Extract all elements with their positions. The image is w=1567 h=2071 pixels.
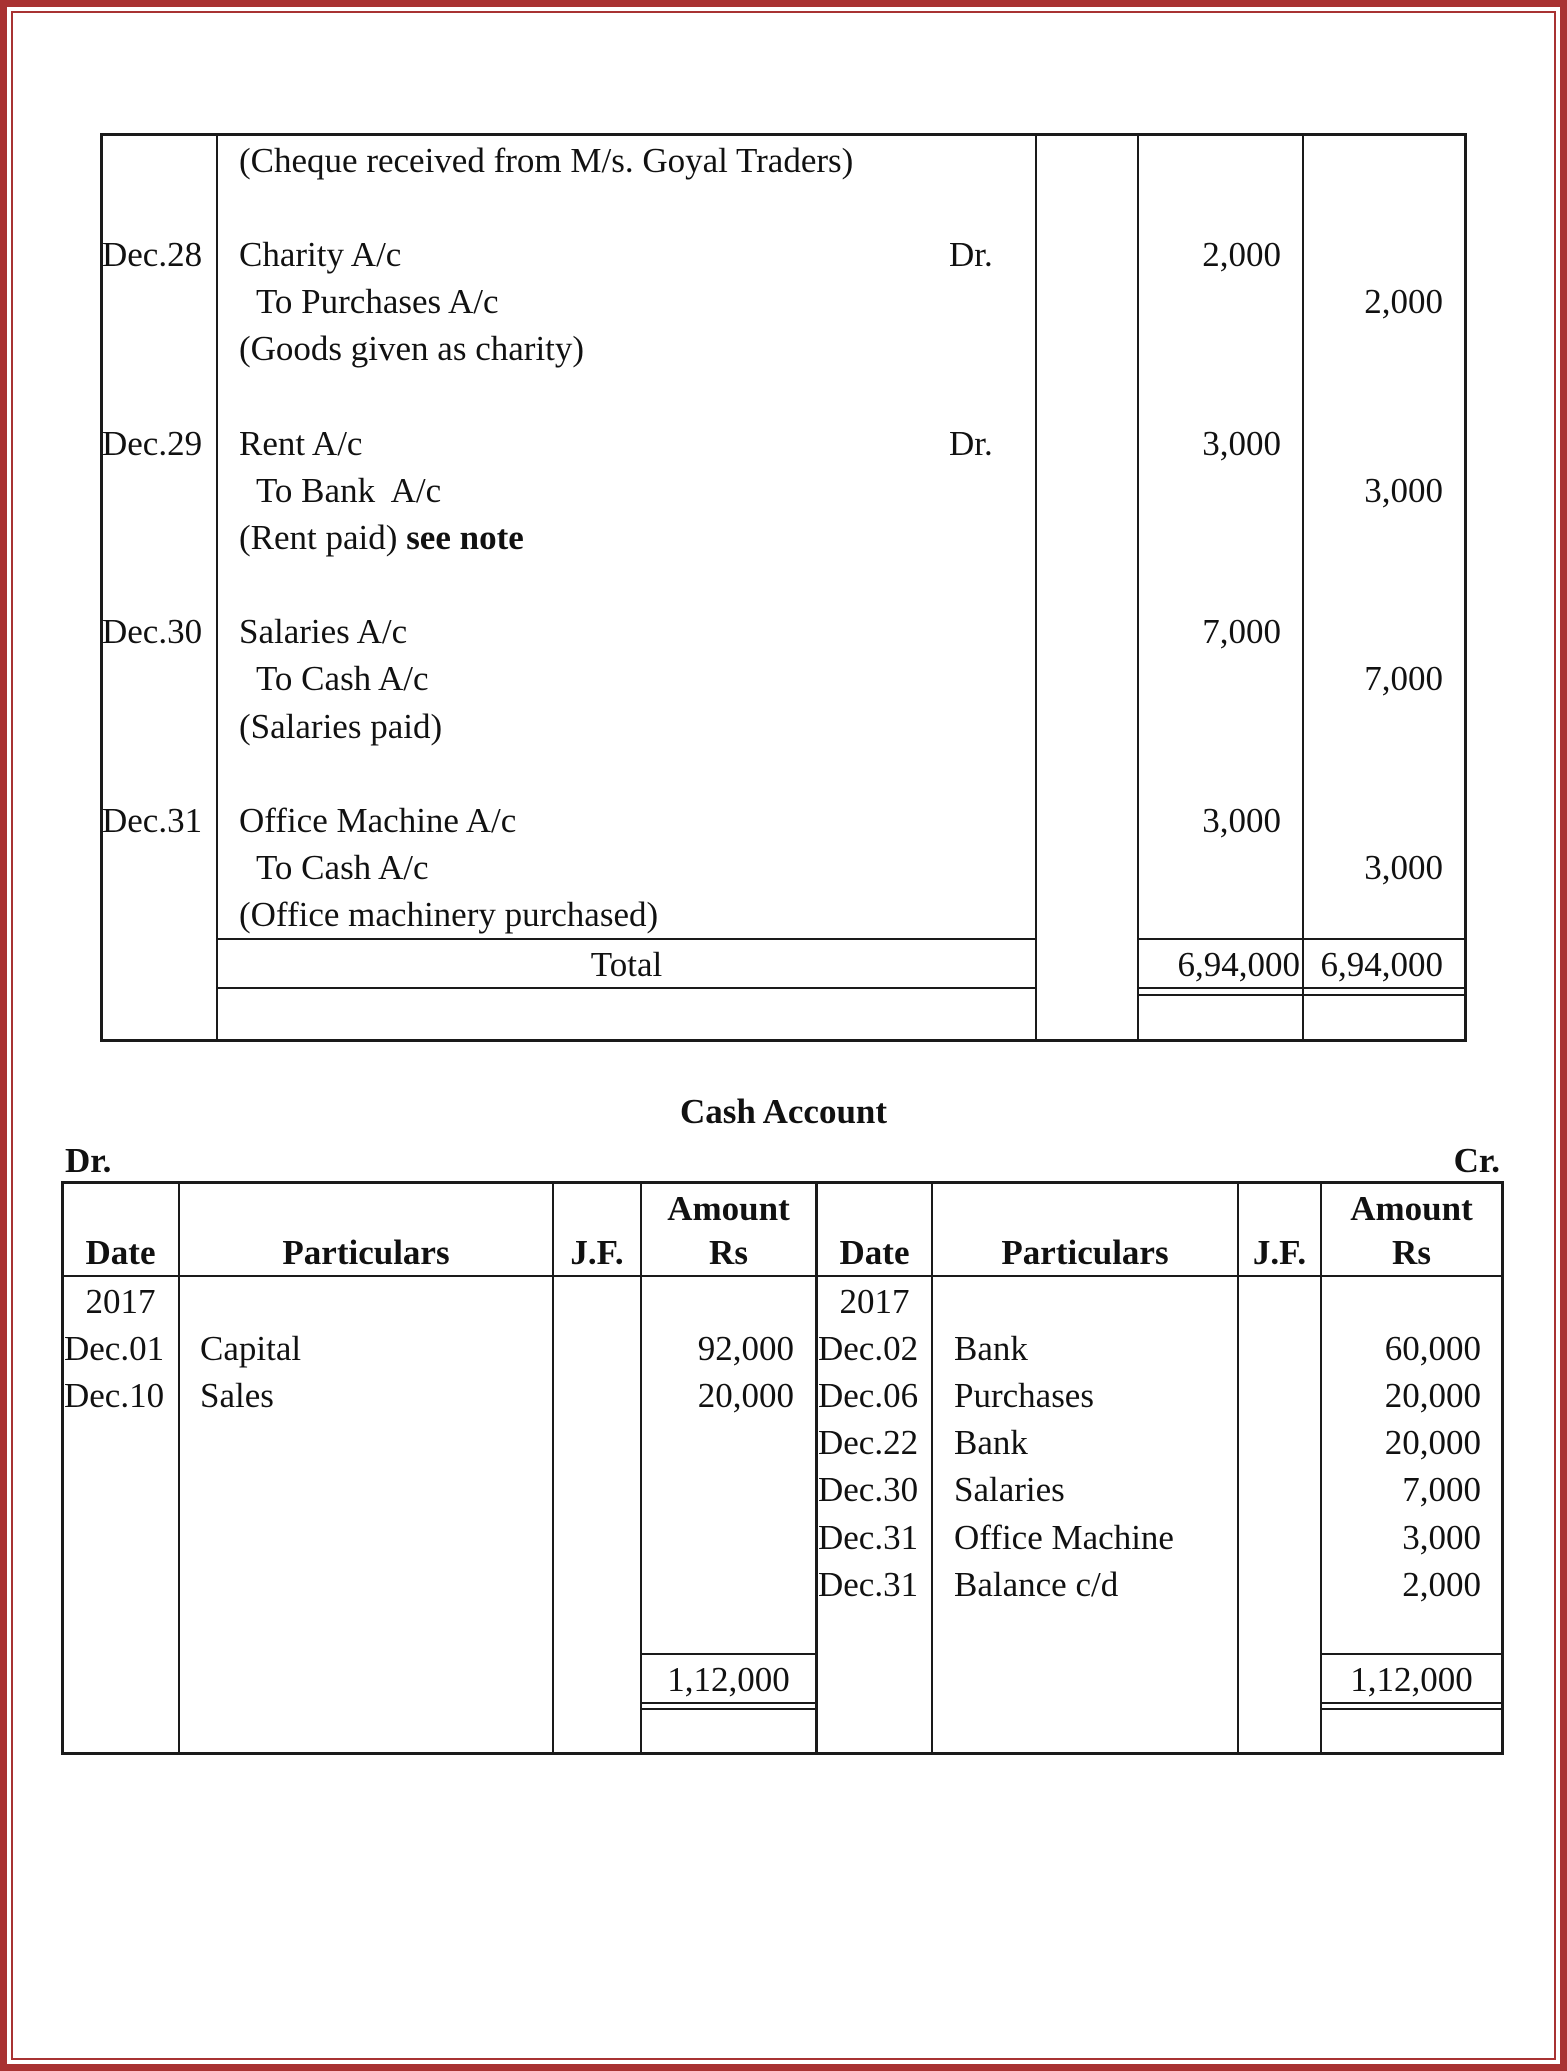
journal-debit-amount: 2,000 bbox=[1202, 235, 1281, 274]
ledger-particulars: Purchases bbox=[954, 1376, 1094, 1415]
ledger-header-rule bbox=[61, 1275, 1504, 1277]
ledger-header-rs: Rs bbox=[1392, 1233, 1431, 1272]
journal-credit-account: To Purchases A/c bbox=[256, 282, 499, 321]
journal-narration-text: (Rent paid) bbox=[239, 518, 398, 557]
ledger-total-double-rule bbox=[640, 1708, 817, 1710]
journal-credit-amount: 2,000 bbox=[1364, 282, 1443, 321]
ledger-year: 2017 bbox=[839, 1282, 910, 1321]
ledger-date: Dec.06 bbox=[818, 1376, 919, 1415]
journal-total-rule bbox=[1137, 987, 1467, 989]
journal-date: Dec.30 bbox=[102, 612, 203, 651]
journal-date: Dec.31 bbox=[102, 801, 203, 840]
ledger-amount: 2,000 bbox=[1402, 1565, 1481, 1604]
journal-col-divider bbox=[216, 133, 218, 1042]
ledger-particulars: Bank bbox=[954, 1329, 1028, 1368]
ledger-date: Dec.02 bbox=[818, 1329, 919, 1368]
ledger-border-top bbox=[61, 1181, 1504, 1184]
journal-credit-account: To Bank A/c bbox=[256, 471, 442, 510]
journal-debit-amount: 7,000 bbox=[1202, 612, 1281, 651]
ledger-particulars: Sales bbox=[200, 1376, 274, 1415]
journal-narration: (Salaries paid) bbox=[239, 707, 443, 746]
journal-col-divider bbox=[1137, 133, 1139, 1042]
journal-debit-amount: 3,000 bbox=[1202, 801, 1281, 840]
ledger-particulars: Salaries bbox=[954, 1470, 1065, 1509]
ledger-total-rule bbox=[1320, 1653, 1504, 1655]
journal-total-rule bbox=[216, 987, 1037, 989]
journal-debit-account: Charity A/c bbox=[239, 235, 402, 274]
journal-col-divider bbox=[1035, 133, 1037, 1042]
journal-credit-amount: 3,000 bbox=[1364, 471, 1443, 510]
journal-see-note: see note bbox=[406, 518, 524, 557]
journal-narration: (Office machinery purchased) bbox=[239, 895, 659, 934]
ledger-header-amount: Amount bbox=[1350, 1189, 1473, 1228]
ledger-title: Cash Account bbox=[679, 1092, 888, 1131]
journal-total-credit: 6,94,000 bbox=[1320, 945, 1443, 984]
journal-date: Dec.29 bbox=[102, 424, 203, 463]
journal-debit-account: Office Machine A/c bbox=[239, 801, 517, 840]
journal-border-bottom bbox=[100, 1039, 1467, 1042]
journal-narration bbox=[239, 518, 524, 558]
journal-border-top bbox=[100, 133, 1467, 136]
journal-total-double-rule bbox=[1137, 994, 1467, 996]
ledger-particulars: Office Machine bbox=[954, 1518, 1174, 1557]
ledger-total-double-rule bbox=[1320, 1708, 1504, 1710]
ledger-border-bottom bbox=[61, 1752, 1504, 1755]
ledger-total-rule bbox=[1320, 1702, 1504, 1704]
journal-credit-account: To Cash A/c bbox=[256, 848, 429, 887]
ledger-header-date: Date bbox=[839, 1233, 910, 1272]
ledger-date: Dec.30 bbox=[818, 1470, 919, 1509]
journal-credit-amount: 7,000 bbox=[1364, 659, 1443, 698]
journal-credit-amount: 3,000 bbox=[1364, 848, 1443, 887]
journal-total-debit: 6,94,000 bbox=[1177, 945, 1300, 984]
ledger-amount: 92,000 bbox=[697, 1329, 794, 1368]
ledger-date: Dec.31 bbox=[818, 1518, 919, 1557]
ledger-year: 2017 bbox=[85, 1282, 156, 1321]
journal-date: Dec.28 bbox=[102, 235, 203, 274]
ledger-particulars: Bank bbox=[954, 1423, 1028, 1462]
ledger-header-amount: Amount bbox=[667, 1189, 790, 1228]
ledger-dr-label: Dr. bbox=[65, 1141, 112, 1180]
ledger-amount: 20,000 bbox=[1384, 1423, 1481, 1462]
ledger-total-rule bbox=[640, 1653, 817, 1655]
journal-total-rule bbox=[216, 938, 1037, 940]
ledger-date: Dec.31 bbox=[818, 1565, 919, 1604]
ledger-particulars: Capital bbox=[200, 1329, 302, 1368]
ledger-debit-total: 1,12,000 bbox=[667, 1660, 790, 1699]
ledger-header-date: Date bbox=[85, 1233, 156, 1272]
ledger-header-particulars: Particulars bbox=[282, 1233, 450, 1272]
journal-col-divider bbox=[1302, 133, 1304, 1042]
journal-debit-amount: 3,000 bbox=[1202, 424, 1281, 463]
journal-carry-narration: (Cheque received from M/s. Goyal Traders) bbox=[239, 141, 854, 180]
journal-credit-account: To Cash A/c bbox=[256, 659, 429, 698]
journal-debit-account: Rent A/c bbox=[239, 424, 363, 463]
ledger-credit-total: 1,12,000 bbox=[1350, 1660, 1473, 1699]
journal-dr-marker: Dr. bbox=[949, 235, 993, 274]
ledger-header-particulars: Particulars bbox=[1001, 1233, 1169, 1272]
journal-total-label: Total bbox=[590, 945, 663, 984]
ledger-header-jf: J.F. bbox=[570, 1233, 624, 1272]
ledger-total-rule bbox=[640, 1702, 817, 1704]
ledger-date: Dec.01 bbox=[64, 1329, 165, 1368]
ledger-amount: 7,000 bbox=[1402, 1470, 1481, 1509]
ledger-amount: 3,000 bbox=[1402, 1518, 1481, 1557]
ledger-particulars: Balance c/d bbox=[954, 1565, 1119, 1604]
journal-narration: (Goods given as charity) bbox=[239, 329, 585, 368]
ledger-cr-label: Cr. bbox=[1453, 1141, 1500, 1180]
ledger-date: Dec.10 bbox=[64, 1376, 165, 1415]
ledger-amount: 20,000 bbox=[697, 1376, 794, 1415]
ledger-border-right bbox=[1501, 1181, 1504, 1755]
ledger-date: Dec.22 bbox=[818, 1423, 919, 1462]
ledger-header-jf: J.F. bbox=[1252, 1233, 1307, 1272]
ledger-header-rs: Rs bbox=[709, 1233, 748, 1272]
ledger-amount: 60,000 bbox=[1384, 1329, 1481, 1368]
journal-dr-marker: Dr. bbox=[949, 424, 993, 463]
journal-border-right bbox=[1464, 133, 1467, 1042]
ledger-amount: 20,000 bbox=[1384, 1376, 1481, 1415]
journal-total-rule bbox=[1137, 938, 1467, 940]
journal-debit-account: Salaries A/c bbox=[239, 612, 408, 651]
